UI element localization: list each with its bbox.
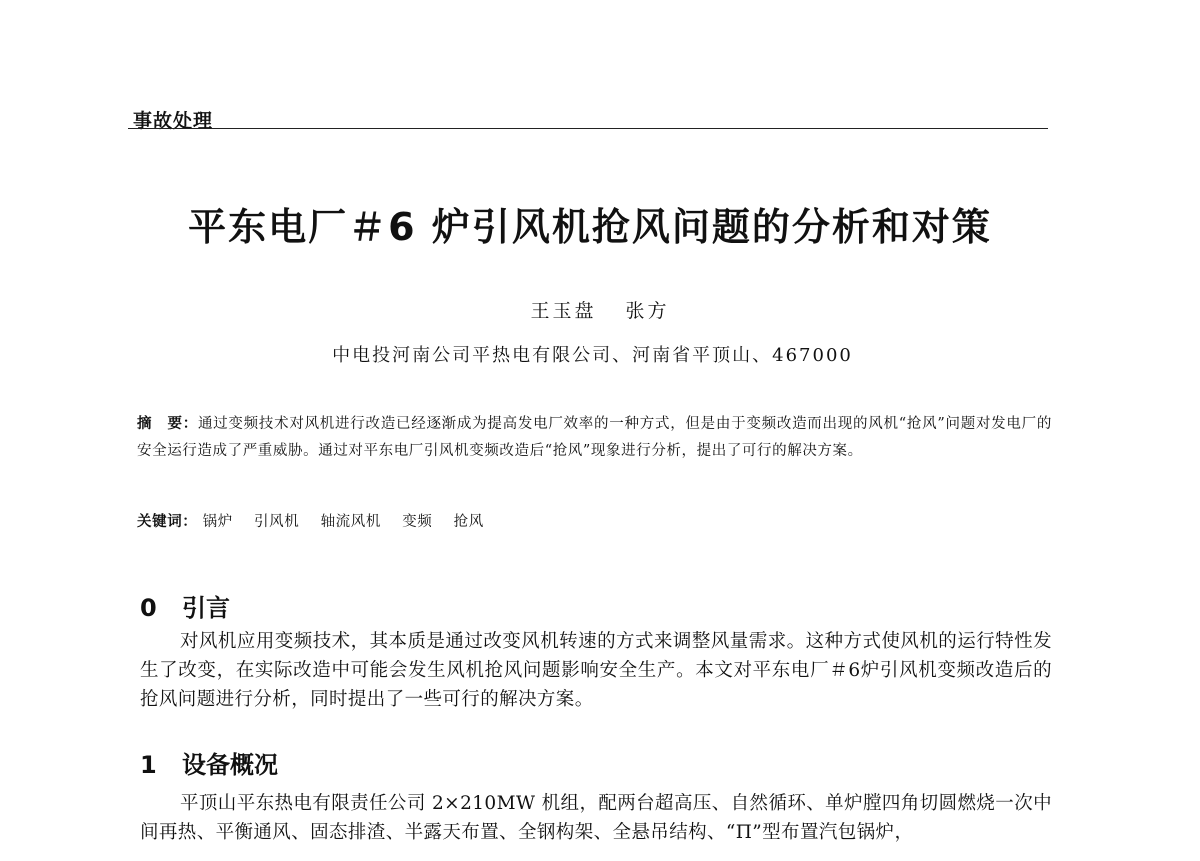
section-heading (140, 745, 278, 780)
abstract-label: 摘 要： (137, 415, 198, 432)
article-title: 平东电厂＃6 炉引风机抢风问题的分析和对策 (188, 205, 992, 249)
keyword: 变频 (402, 514, 433, 530)
keyword: 锅炉 (202, 514, 233, 530)
keyword: 轴流风机 (320, 514, 381, 530)
keywords-label: 关键词： (137, 513, 198, 530)
abstract (137, 410, 1052, 465)
section-number: 0 (140, 594, 157, 622)
abstract-text: 通过变频技术对风机进行改造已经逐渐成为提高发电厂效率的一种方式，但是由于变频改造而出现的风机“抢风”问题对发电厂的安全运行造成了严重威胁。通过对平东电厂引风机变频改造后“抢风”现象进行分析，提出了可行的解决方案。 (137, 416, 1052, 459)
author-name: 王玉盘 (530, 300, 597, 322)
author-name: 张方 (625, 300, 670, 322)
section-paragraph: 平顶山平东热电有限责任公司 2×210MW 机组，配两台超高压、自然循环、单炉膛四角切圆燃烧一次中间再热、平衡通风、固态排渣、半露天布置、全钢构架、全悬吊结构、“Π”型布置汽包锅炉， (140, 793, 1052, 843)
keyword: 引风机 (254, 514, 300, 530)
section-number: 1 (140, 751, 157, 779)
affiliation: 中电投河南公司平热电有限公司、河南省平顶山、467000 (332, 345, 853, 366)
authors (0, 296, 1200, 323)
section-heading (140, 588, 230, 623)
section-title: 设备概况 (182, 751, 278, 779)
journal-section-header: 事故处理 (133, 110, 214, 132)
header-rule (128, 128, 1048, 129)
keyword: 抢风 (453, 514, 484, 530)
section-paragraph: 对风机应用变频技术，其本质是通过改变风机转速的方式来调整风量需求。这种方式使风机的运行特性发生了改变，在实际改造中可能会发生风机抢风问题影响安全生产。本文对平东电厂＃6炉引风机变频改造后的抢风问题进行分析，同时提出了一些可行的解决方案。 (140, 631, 1052, 710)
section-title: 引言 (182, 594, 230, 622)
keywords (137, 510, 500, 531)
